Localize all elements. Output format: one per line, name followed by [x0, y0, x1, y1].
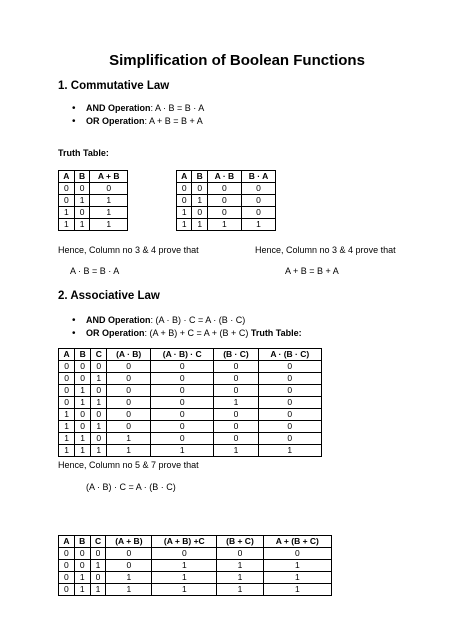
- table-header-cell: A: [59, 536, 75, 548]
- table-cell: 0: [258, 421, 321, 433]
- table-row: [59, 433, 322, 445]
- or-operation-item: [70, 115, 204, 128]
- table-cell: 0: [75, 373, 91, 385]
- table-cell: 1: [263, 572, 331, 584]
- section-heading-commutative: 1. Commutative Law: [58, 80, 170, 92]
- table-cell: 0: [74, 183, 90, 195]
- table-cell: 1: [59, 433, 75, 445]
- table-cell: 1: [59, 207, 75, 219]
- table-header-cell: B: [74, 536, 90, 548]
- table-header-cell: A · (B · C): [258, 349, 321, 361]
- assoc-or-operation-item: [70, 327, 302, 340]
- assoc-and-operation-item: [70, 314, 302, 327]
- table-cell: 1: [75, 385, 91, 397]
- table-cell: 0: [258, 397, 321, 409]
- truth-table-associative-or: [58, 535, 332, 596]
- table-cell: 1: [90, 195, 128, 207]
- table-cell: 1: [214, 445, 258, 457]
- commutative-operations-list: [70, 102, 204, 128]
- table-cell: 0: [214, 373, 258, 385]
- table-header-cell: C: [91, 349, 107, 361]
- table-cell: 1: [263, 584, 331, 596]
- table-cell: 1: [90, 584, 106, 596]
- table-cell: 0: [91, 361, 107, 373]
- table-row: [59, 207, 128, 219]
- table-cell: 0: [90, 572, 106, 584]
- table-cell: 1: [90, 219, 128, 231]
- table-cell: 0: [106, 560, 152, 572]
- result-right: A + B = B + A: [285, 266, 339, 276]
- table-cell: 1: [75, 433, 91, 445]
- table-cell: 0: [107, 421, 151, 433]
- table-cell: 1: [75, 445, 91, 457]
- table-cell: 1: [74, 195, 90, 207]
- table-header-cell: (B · C): [214, 349, 258, 361]
- table-cell: 0: [214, 421, 258, 433]
- table-header-cell: (A · B): [107, 349, 151, 361]
- table-row: [59, 373, 322, 385]
- table-cell: 0: [59, 195, 75, 207]
- table-header-cell: B: [75, 349, 91, 361]
- table-cell: 0: [258, 433, 321, 445]
- table-cell: 0: [207, 207, 241, 219]
- table-cell: 0: [152, 548, 217, 560]
- table-header-cell: A + (B + C): [263, 536, 331, 548]
- table-cell: 1: [217, 584, 263, 596]
- table-cell: 0: [59, 572, 75, 584]
- table-cell: 0: [91, 433, 107, 445]
- table-cell: 0: [177, 195, 192, 207]
- table-row: [59, 445, 322, 457]
- table-header-cell: A + B: [90, 171, 128, 183]
- table-cell: 0: [258, 385, 321, 397]
- table-cell: 1: [150, 445, 213, 457]
- table-cell: 1: [152, 584, 217, 596]
- table-cell: 0: [59, 584, 75, 596]
- table-cell: 1: [152, 572, 217, 584]
- table-header-cell: B · A: [241, 171, 275, 183]
- table-header-row: [177, 171, 276, 183]
- result-left: A · B = B · A: [70, 266, 120, 276]
- table-cell: 0: [192, 207, 207, 219]
- table-cell: 0: [150, 433, 213, 445]
- table-cell: 1: [91, 373, 107, 385]
- table-cell: 1: [59, 445, 75, 457]
- table-cell: 0: [107, 373, 151, 385]
- table-cell: 0: [74, 207, 90, 219]
- assoc-or-expression: : (A + B) + C = A + (B + C): [144, 328, 251, 338]
- table-cell: 0: [150, 421, 213, 433]
- table-header-cell: B: [74, 171, 90, 183]
- table-cell: 1: [177, 219, 192, 231]
- table-cell: 0: [177, 183, 192, 195]
- table-row: [59, 195, 128, 207]
- table-cell: 1: [207, 219, 241, 231]
- table-cell: 0: [214, 385, 258, 397]
- table-header-row: [59, 349, 322, 361]
- table-cell: 0: [207, 195, 241, 207]
- table-cell: 0: [217, 548, 263, 560]
- table-row: [59, 548, 332, 560]
- table-cell: 0: [74, 548, 90, 560]
- table-header-cell: A · B: [207, 171, 241, 183]
- table-cell: 1: [75, 397, 91, 409]
- table-header-cell: C: [90, 536, 106, 548]
- table-header-cell: (A + B) +C: [152, 536, 217, 548]
- table-header-cell: A: [59, 349, 75, 361]
- table-row: [59, 385, 322, 397]
- table-row: [59, 219, 128, 231]
- assoc-and-expression: : (A · B) · C = A · (B · C): [150, 315, 246, 325]
- table-cell: 0: [107, 409, 151, 421]
- table-cell: 0: [263, 548, 331, 560]
- table-cell: 0: [91, 385, 107, 397]
- truth-table-associative-and: [58, 348, 322, 457]
- table-cell: 0: [214, 433, 258, 445]
- or-operation-expression: : A + B = B + A: [144, 116, 203, 126]
- hence-associative: Hence, Column no 5 & 7 prove that: [58, 460, 199, 470]
- table-cell: 0: [241, 207, 275, 219]
- and-operation-item: [70, 102, 204, 115]
- table-cell: 0: [214, 361, 258, 373]
- truth-table-or: [58, 170, 128, 231]
- table-row: [59, 421, 322, 433]
- table-cell: 1: [107, 445, 151, 457]
- table-cell: 0: [75, 361, 91, 373]
- table-cell: 0: [258, 361, 321, 373]
- truth-table-label: Truth Table:: [58, 148, 109, 158]
- or-operation-label: OR Operation: [86, 116, 145, 126]
- and-operation-label: AND Operation: [86, 103, 151, 113]
- table-cell: 0: [258, 409, 321, 421]
- table-cell: 0: [207, 183, 241, 195]
- assoc-or-label: OR Operation: [86, 328, 145, 338]
- hence-right: Hence, Column no 3 & 4 prove that: [255, 245, 396, 255]
- table-cell: 0: [107, 385, 151, 397]
- table-cell: 0: [74, 560, 90, 572]
- table-cell: 1: [177, 207, 192, 219]
- table-row: [59, 361, 322, 373]
- table-cell: 0: [150, 361, 213, 373]
- table-cell: 0: [106, 548, 152, 560]
- table-header-cell: B: [192, 171, 207, 183]
- and-operation-expression: : A · B = B · A: [150, 103, 205, 113]
- table-header-cell: A: [59, 171, 75, 183]
- table-cell: 0: [59, 361, 75, 373]
- table-cell: 0: [90, 183, 128, 195]
- table-row: [177, 219, 276, 231]
- table-header-row: [59, 536, 332, 548]
- table-cell: 1: [217, 572, 263, 584]
- table-cell: 1: [91, 421, 107, 433]
- associative-operations-list: [70, 314, 302, 340]
- result-associative: (A · B) · C = A · (B · C): [86, 482, 176, 492]
- table-row: [59, 183, 128, 195]
- table-row: [59, 584, 332, 596]
- table-cell: 0: [150, 385, 213, 397]
- table-cell: 0: [214, 409, 258, 421]
- table-cell: 1: [91, 445, 107, 457]
- table-cell: 1: [107, 433, 151, 445]
- table-row: [59, 397, 322, 409]
- table-cell: 1: [241, 219, 275, 231]
- table-cell: 1: [74, 219, 90, 231]
- section-heading-associative: 2. Associative Law: [58, 290, 160, 302]
- table-header-row: [59, 171, 128, 183]
- table-cell: 1: [106, 572, 152, 584]
- table-cell: 0: [59, 385, 75, 397]
- table-cell: 0: [75, 409, 91, 421]
- assoc-and-label: AND Operation: [86, 315, 151, 325]
- truth-table-and: [176, 170, 276, 231]
- table-cell: 0: [107, 361, 151, 373]
- table-row: [177, 195, 276, 207]
- table-cell: 0: [59, 373, 75, 385]
- table-cell: 1: [192, 195, 207, 207]
- hence-left: Hence, Column no 3 & 4 prove that: [58, 245, 199, 255]
- table-cell: 0: [150, 373, 213, 385]
- page-title: Simplification of Boolean Functions: [109, 52, 365, 69]
- table-cell: 0: [59, 397, 75, 409]
- table-cell: 1: [263, 560, 331, 572]
- table-cell: 1: [217, 560, 263, 572]
- table-cell: 0: [150, 409, 213, 421]
- table-cell: 1: [74, 584, 90, 596]
- table-cell: 0: [241, 195, 275, 207]
- table-header-cell: A: [177, 171, 192, 183]
- table-cell: 0: [107, 397, 151, 409]
- table-cell: 1: [59, 219, 75, 231]
- table-cell: 1: [90, 560, 106, 572]
- table-row: [177, 207, 276, 219]
- table-cell: 1: [106, 584, 152, 596]
- table-cell: 0: [59, 560, 75, 572]
- table-cell: 1: [90, 207, 128, 219]
- table-cell: 1: [214, 397, 258, 409]
- table-cell: 0: [258, 373, 321, 385]
- table-cell: 1: [74, 572, 90, 584]
- table-header-cell: (A + B): [106, 536, 152, 548]
- table-cell: 1: [91, 397, 107, 409]
- table-cell: 0: [90, 548, 106, 560]
- table-cell: 0: [192, 183, 207, 195]
- assoc-truth-table-label: Truth Table:: [250, 328, 302, 338]
- table-cell: 0: [75, 421, 91, 433]
- table-row: [59, 572, 332, 584]
- table-row: [177, 183, 276, 195]
- table-cell: 0: [241, 183, 275, 195]
- table-cell: 1: [59, 409, 75, 421]
- table-row: [59, 409, 322, 421]
- table-header-cell: (A · B) · C: [150, 349, 213, 361]
- table-cell: 0: [91, 409, 107, 421]
- table-cell: 1: [152, 560, 217, 572]
- table-row: [59, 560, 332, 572]
- table-header-cell: (B + C): [217, 536, 263, 548]
- table-cell: 0: [59, 183, 75, 195]
- table-cell: 0: [59, 548, 75, 560]
- table-cell: 1: [59, 421, 75, 433]
- table-cell: 0: [150, 397, 213, 409]
- table-cell: 1: [258, 445, 321, 457]
- table-cell: 1: [192, 219, 207, 231]
